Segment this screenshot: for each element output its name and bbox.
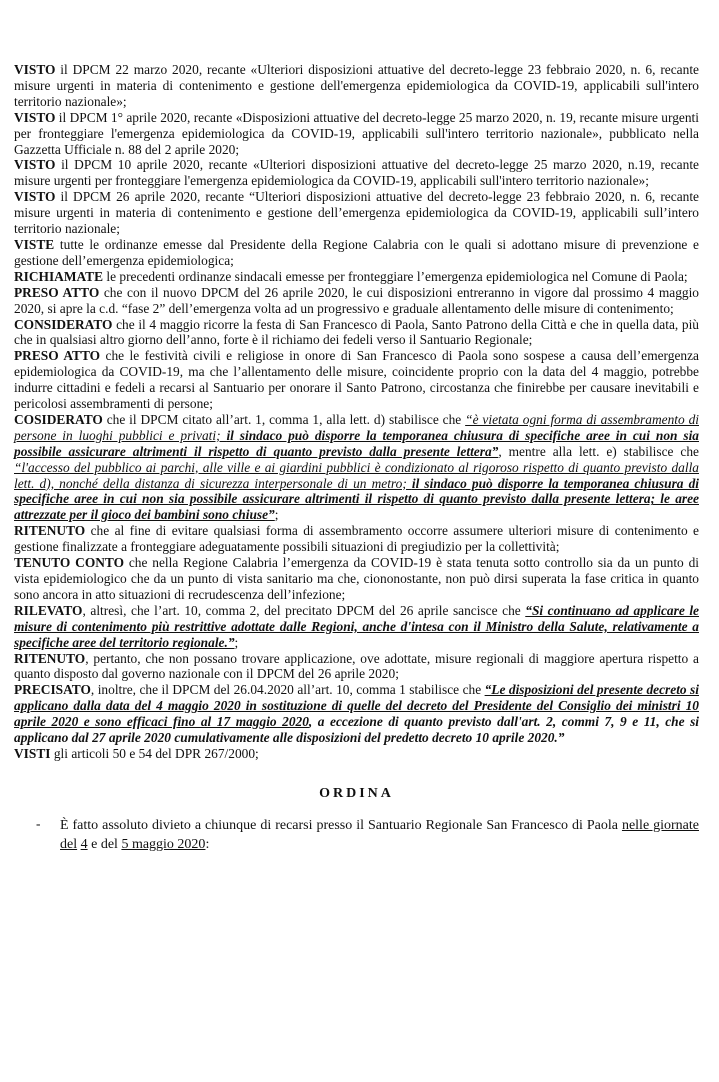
premises-list — [14, 62, 699, 412]
paragraph-visto-3 — [14, 157, 699, 189]
quote-art-10-comma-1-eccezione: , a eccezione di quanto previsto dall'art. 2, commi 7, 9 e 11, che si applicano dal 27 aprile 2020 cumulativamente alle disposizioni del predetto decreto 10 aprile 2020.” — [14, 714, 700, 746]
paragraph-visto-4 — [14, 189, 699, 237]
paragraph-keyword: VISTI — [14, 745, 51, 761]
order-date-4: 4 — [80, 836, 88, 852]
ordina-heading: ORDINA — [319, 785, 394, 801]
paragraph-text: il DPCM 26 aprile 2020, recante “Ulteriori disposizioni attuative del decreto-legge 23 febbraio 2020, n. 6, recante misure urgenti in materia di contenimento e gestione dell’emergenza epidemiologica da COVID-19, applicabili sull’intero territorio nazionale; — [14, 189, 699, 237]
paragraph-precisato — [14, 682, 699, 746]
order-text-part: È fatto assoluto divieto a chiunque di recarsi presso il Santuario Regionale San Francesco di Paola — [60, 817, 622, 833]
order-item — [14, 816, 699, 854]
quote-art-10-comma-2: “Si continuano ad applicare le misure di contenimento più restrittive adottate dalle Regioni, anche d'intesa con il Ministro della Salute, relativamente a specifiche aree del territorio regionale.” — [14, 602, 699, 650]
paragraph-text: , altresì, che l’art. 10, comma 2, del precitato DPCM del 26 aprile sancisce che — [82, 602, 526, 618]
quote-lett-d: “è vietata ogni forma di assembramento di persone in luoghi pubblici e privati; — [14, 411, 699, 443]
order-text-underlined: nelle giornate del — [60, 817, 699, 852]
order-item-text — [60, 816, 699, 854]
quote-lett-e-sindaco: il sindaco può disporre la temporanea chiusura di specifiche aree in cui non sia possibile assicurare altrimenti il rispetto di quanto previsto dalla presente lettera; le aree attrezzate per il gioco dei bambini sono chiuse” — [14, 475, 699, 523]
paragraph-text: ; — [234, 634, 239, 650]
paragraph-viste — [14, 237, 699, 269]
paragraph-text: tutte le ordinanze emesse dal Presidente della Regione Calabria con le quali si adottano misure di prevenzione e gestione dell’emergenza epidemiologica; — [14, 236, 699, 268]
paragraph-keyword: RITENUTO — [14, 523, 86, 539]
paragraph-cosiderato — [14, 412, 699, 523]
paragraph-keyword: PRESO ATTO — [14, 284, 100, 300]
paragraph-visto-1 — [14, 62, 699, 110]
paragraph-text: che nella Regione Calabria l’emergenza da COVID-19 è stata tenuta sotto controllo sia da un punto di vista epidemiologico che da un punto di vista sanitario ma che, ciononostante, non può dirsi superata la fase critica in quanto sono ancora in atto situazioni di recrudescenza dell’infezione; — [14, 555, 699, 602]
paragraph-text: il DPCM 10 aprile 2020, recante «Ulteriori disposizioni attuative del decreto-legge 25 marzo 2020, n.19, recante misure urgenti per fronteggiare l'emergenza epidemiologica da COVID-19, applicabili sull'intero territorio nazionale»; — [14, 157, 699, 189]
paragraph-text: ; — [274, 507, 279, 523]
order-text-part: : — [205, 836, 210, 852]
quote-art-10-comma-1: “Le disposizioni del presente decreto si applicano dalla data del 4 maggio 2020 in sostituzione di quelle del decreto del Presidente del Consiglio dei ministri 10 aprile 2020 e sono efficaci fino al 17 maggio 2020 — [14, 682, 699, 730]
paragraph-keyword: CONSIDERATO — [14, 316, 113, 332]
paragraph-keyword: RILEVATO — [14, 602, 83, 618]
paragraph-preso-atto-2 — [14, 348, 699, 412]
paragraph-text: che le festività civili e religiose in onore di San Francesco di Paola sono sospese a causa dell’emergenza epidemiologica da COVID-19, ma che l’allentamento delle misure, coincidente proprio con la data del 4 maggio, potrebbe indurre cittadini e fedeli a recarsi al Santuario per onorare il Santo Patrono, circostanza che finirebbe per causare inevitabili e pericolosi assembramenti di persone; — [14, 348, 699, 412]
paragraph-text: le precedenti ordinanze sindacali emesse per fronteggiare l’emergenza epidemiologica nel Comune di Paola; — [103, 268, 688, 284]
paragraph-text: il DPCM 1° aprile 2020, recante «Disposizioni attuative del decreto-legge 25 marzo 2020, n. 19, recante misure urgenti per fronteggiare l'emergenza epidemiologica da COVID-19, applicabili sull'intero territorio nazionale», pubblicato nella Gazzetta Ufficiale n. 88 del 2 aprile 2020; — [14, 109, 699, 157]
order-text-part: e del — [87, 836, 122, 852]
paragraph-keyword: PRESO ATTO — [14, 348, 101, 364]
paragraph-keyword: TENUTO CONTO — [14, 555, 125, 571]
paragraph-ritenuto-2 — [14, 651, 699, 683]
paragraph-text: che il DPCM citato all’art. 1, comma 1, alla lett. d) stabilisce che — [102, 411, 466, 427]
order-date-5: 5 maggio 2020 — [121, 836, 206, 852]
paragraph-considerato — [14, 317, 699, 349]
paragraph-rilevato — [14, 603, 699, 651]
paragraph-text: , inoltre, che il DPCM del 26.04.2020 all’art. 10, comma 1 stabilisce che — [90, 682, 485, 698]
paragraph-keyword: RICHIAMATE — [14, 268, 104, 284]
paragraph-text: , mentre alla lett. e) stabilisce che — [498, 443, 699, 459]
paragraph-keyword: VISTO — [14, 109, 56, 125]
paragraph-richiamate — [14, 269, 699, 285]
bullet-dash: - — [36, 815, 41, 831]
paragraph-tenuto-conto — [14, 555, 699, 603]
paragraph-keyword: VISTE — [14, 236, 55, 252]
paragraph-ritenuto-1 — [14, 523, 699, 555]
quote-lett-d-sindaco: il sindaco può disporre la temporanea chiusura di specifiche aree in cui non sia possibile assicurare altrimenti il rispetto di quanto previsto dalla presente lettera” — [14, 427, 699, 459]
paragraph-text: che al fine di evitare qualsiasi forma di assembramento occorre assumere ulteriori misure di contenimento e gestione finalizzate a fronteggiare adeguatamente possibili situazioni di pregiudizio per la collettività; — [14, 523, 699, 555]
paragraph-keyword: VISTO — [14, 62, 56, 77]
paragraph-keyword: VISTO — [14, 189, 56, 205]
paragraph-text: gli articoli 50 e 54 del DPR 267/2000; — [50, 745, 259, 761]
quote-lett-e: “l'accesso del pubblico ai parchi, alle ville e ai giardini pubblici è condizionato al rigoroso rispetto di quanto previsto dalla lett. d), nonché della distanza di sicurezza interpersonale di un metro; — [14, 459, 699, 491]
paragraph-visti — [14, 746, 699, 762]
paragraph-preso-atto-1 — [14, 285, 699, 317]
paragraph-text: , pertanto, che non possano trovare applicazione, ove adottate, misure regionali di maggiore apertura rispetto a quanto disposto dal governo nazionale con il DPCM del 26 aprile 2020; — [14, 650, 699, 682]
paragraph-text: che il 4 maggio ricorre la festa di San Francesco di Paola, Santo Patrono della Città e che in quella data, più che in qualsiasi altro giorno dell’anno, forte è il richiamo dei fedeli verso il Santuario Regionale; — [14, 316, 699, 348]
paragraph-keyword: VISTO — [14, 157, 56, 173]
paragraph-text: il DPCM 22 marzo 2020, recante «Ulteriori disposizioni attuative del decreto-legge 23 febbraio 2020, n. 6, recante misure urgenti in materia di contenimento e gestione dell'emergenza epidemiologica da COVID-19, applicabili sull'intero territorio nazionale»; — [14, 62, 699, 109]
paragraph-text: che con il nuovo DPCM del 26 aprile 2020, le cui disposizioni entreranno in vigore dal prossimo 4 maggio 2020, si apre la c.d. “fase 2” dell’emergenza volta ad un progressivo e graduale allentamento delle misure di contenimento; — [14, 284, 699, 316]
paragraph-keyword: PRECISATO — [14, 682, 91, 698]
paragraph-keyword: COSIDERATO — [14, 411, 103, 427]
paragraph-visto-2 — [14, 110, 699, 158]
paragraph-keyword: RITENUTO — [14, 650, 86, 666]
